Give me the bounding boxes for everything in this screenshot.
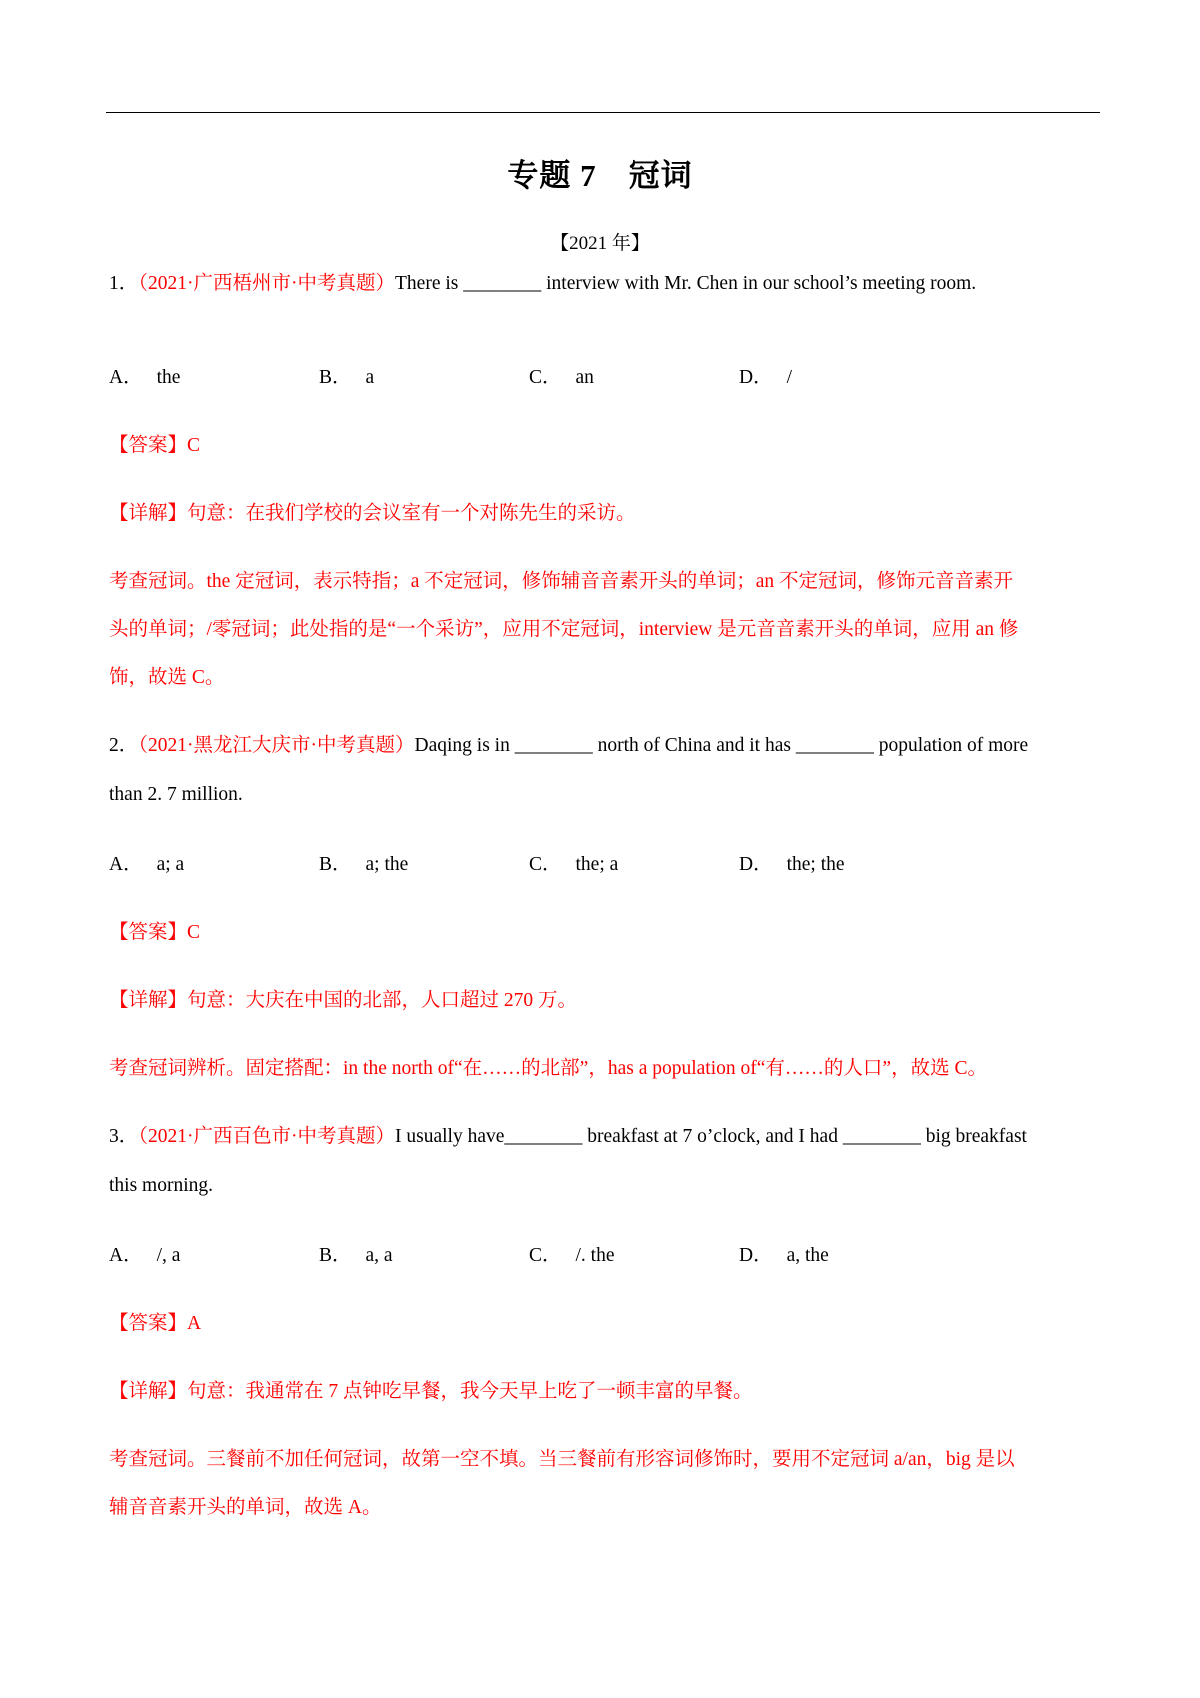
- question-source: （2021·广西百色市·中考真题）: [138, 1126, 396, 1147]
- question-text-cont: this morning.: [109, 1175, 214, 1196]
- year-heading: 【2021 年】: [550, 233, 650, 254]
- answer-value: C: [187, 922, 201, 943]
- answer-value: A: [187, 1313, 202, 1334]
- option-a: A． a; a: [109, 854, 185, 875]
- option-d: D． a, the: [739, 1245, 829, 1266]
- page-title: 专题 7 冠词: [507, 158, 693, 193]
- answer-value: C: [187, 435, 201, 456]
- question-stem: [109, 732, 1028, 760]
- option-c: C． the; a: [529, 854, 619, 875]
- answer-line: 【答案】C: [109, 435, 201, 456]
- option-d: D． the; the: [739, 854, 845, 875]
- header-rule: [106, 112, 1100, 113]
- option-a: A． the: [109, 367, 181, 388]
- explain-line: 考查冠词。三餐前不加任何冠词，故第一空不填。当三餐前有形容词修饰时，要用不定冠词 a/an，big 是以: [109, 1449, 1015, 1470]
- option-b: B． a, a: [319, 1245, 393, 1266]
- answer-line: 【答案】A: [109, 1313, 202, 1334]
- option-d: D． /: [739, 367, 793, 388]
- detail-line: 【详解】句意：在我们学校的会议室有一个对陈先生的采访。: [109, 503, 636, 524]
- question-text: Daqing is in ________ north of China and it has ________ population of more: [414, 735, 1029, 756]
- explain-line: 考查冠词。the 定冠词，表示特指；a 不定冠词，修饰辅音音素开头的单词；an 不定冠词，修饰元音音素开: [109, 571, 1014, 592]
- explain-line: 饰，故选 C。: [109, 667, 225, 688]
- explain-line: 辅音音素开头的单词，故选 A。: [109, 1497, 382, 1518]
- detail-line: 【详解】句意：大庆在中国的北部，人口超过 270 万。: [109, 990, 578, 1011]
- question-text: I usually have________ breakfast at 7 o’clock, and I had ________ big breakfast: [395, 1126, 1027, 1147]
- explain-line: 考查冠词辨析。固定搭配：in the north of“在……的北部”，has a population of“有……的人口”，故选 C。: [109, 1058, 987, 1079]
- question-stem: [109, 1123, 1027, 1151]
- question-source: （2021·黑龙江大庆市·中考真题）: [138, 735, 415, 756]
- option-b: B． a: [319, 367, 375, 388]
- question-number: 1．: [109, 273, 139, 294]
- answer-line: 【答案】C: [109, 922, 201, 943]
- explain-line: 头的单词；/零冠词；此处指的是“一个采访”，应用不定冠词，interview 是元音音素开头的单词，应用 an 修: [109, 619, 1019, 640]
- detail-line: 【详解】句意：我通常在 7 点钟吃早餐，我今天早上吃了一顿丰富的早餐。: [109, 1381, 753, 1402]
- option-a: A． /, a: [109, 1245, 181, 1266]
- option-c: C． an: [529, 367, 594, 388]
- question-text-cont: than 2. 7 million.: [109, 784, 243, 805]
- question-number: 3．: [109, 1126, 139, 1147]
- question-text: There is ________ interview with Mr. Chen in our school’s meeting room.: [395, 273, 977, 294]
- question-stem: [109, 270, 976, 298]
- option-c: C． /. the: [529, 1245, 615, 1266]
- question-number: 2．: [109, 735, 139, 756]
- option-b: B． a; the: [319, 854, 409, 875]
- question-source: （2021·广西梧州市·中考真题）: [138, 273, 396, 294]
